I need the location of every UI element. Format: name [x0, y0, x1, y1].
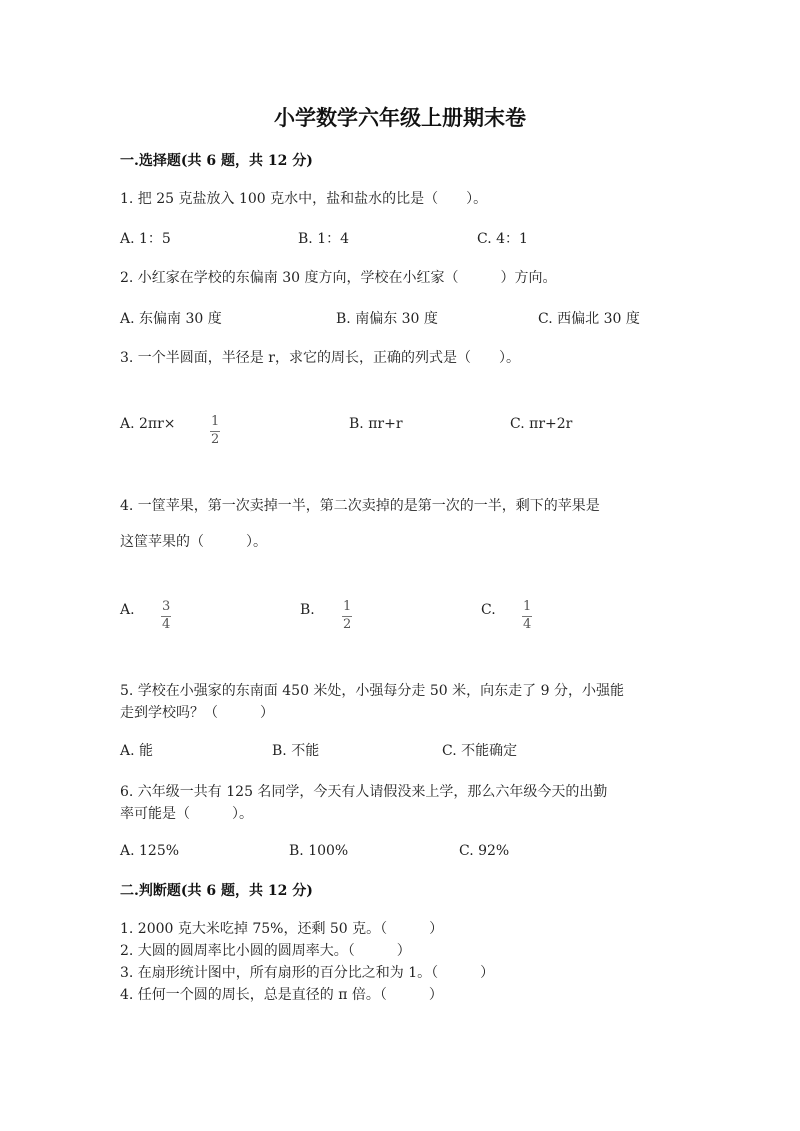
judge-item-3: 3. 在扇形统计图中，所有扇形的百分比之和为 1。（ ） [120, 965, 495, 981]
judge-item-1: 1. 2000 克大米吃掉 75%，还剩 50 克。（ ） [120, 921, 444, 937]
q5-option-b: B. 不能 [272, 743, 320, 759]
q3-option-a: A. 2πr× [120, 416, 176, 432]
q4-option-a-label: A. [120, 602, 135, 618]
q4-option-b-fraction [341, 595, 353, 633]
q4-option-a-fraction [160, 595, 172, 633]
q2-option-a: A. 东偏南 30 度 [120, 311, 222, 327]
q5-option-c: C. 不能确定 [442, 743, 518, 759]
fraction-numerator: 1 [211, 414, 220, 429]
question-5-line-2: 走到学校吗？（ ） [120, 705, 274, 721]
q2-option-b: B. 南偏东 30 度 [336, 311, 438, 327]
q1-option-a: A. 1：5 [120, 231, 171, 247]
question-4-line-2: 这筐苹果的（ ）。 [120, 534, 267, 550]
fraction-numerator: 1 [523, 599, 532, 614]
question-4-line-1: 4. 一筐苹果，第一次卖掉一半，第二次卖掉的是第一次的一半，剩下的苹果是 [120, 498, 600, 514]
judge-item-2: 2. 大圆的圆周率比小圆的圆周率大。（ ） [120, 943, 411, 959]
fraction-denominator: 4 [523, 616, 532, 632]
q4-option-c-fraction [521, 595, 533, 633]
fraction-numerator: 1 [343, 599, 352, 614]
fraction-denominator: 2 [343, 616, 352, 632]
judge-item-4: 4. 任何一个圆的周长，总是直径的 π 倍。（ ） [120, 987, 443, 1003]
question-6-line-1: 6. 六年级一共有 125 名同学，今天有人请假没来上学，那么六年级今天的出勤 [120, 784, 608, 800]
fraction-numerator: 3 [162, 599, 171, 614]
q6-option-c: C. 92% [459, 843, 510, 859]
q5-option-a: A. 能 [120, 743, 154, 759]
q2-option-c: C. 西偏北 30 度 [538, 311, 640, 327]
page-title: 小学数学六年级上册期末卷 [274, 105, 526, 130]
q4-option-c-label: C. [481, 602, 496, 618]
fraction-denominator: 2 [211, 431, 220, 447]
q6-option-a: A. 125% [120, 843, 180, 859]
question-3: 3. 一个半圆面，半径是 r，求它的周长，正确的列式是（ ）。 [120, 350, 520, 366]
q3-option-a-fraction [209, 410, 221, 448]
q4-option-b-label: B. [300, 602, 315, 618]
q1-option-b: B. 1：4 [298, 231, 350, 247]
question-5-line-1: 5. 学校在小强家的东南面 450 米处，小强每分走 50 米，向东走了 9 分，小强能 [120, 683, 624, 699]
q6-option-b: B. 100% [289, 843, 349, 859]
q3-option-b: B. πr+r [349, 416, 403, 432]
section-heading-judge: 二.判断题(共 6 题，共 12 分) [120, 883, 313, 899]
question-2: 2. 小红家在学校的东偏南 30 度方向，学校在小红家（ ）方向。 [120, 270, 557, 286]
section-heading-choice: 一.选择题(共 6 题，共 12 分) [120, 153, 313, 169]
q3-option-c: C. πr+2r [510, 416, 573, 432]
fraction-denominator: 4 [162, 616, 171, 632]
q1-option-c: C. 4：1 [477, 231, 528, 247]
question-6-line-2: 率可能是（ ）。 [120, 806, 253, 822]
question-1: 1. 把 25 克盐放入 100 克水中，盐和盐水的比是（ ）。 [120, 191, 488, 207]
